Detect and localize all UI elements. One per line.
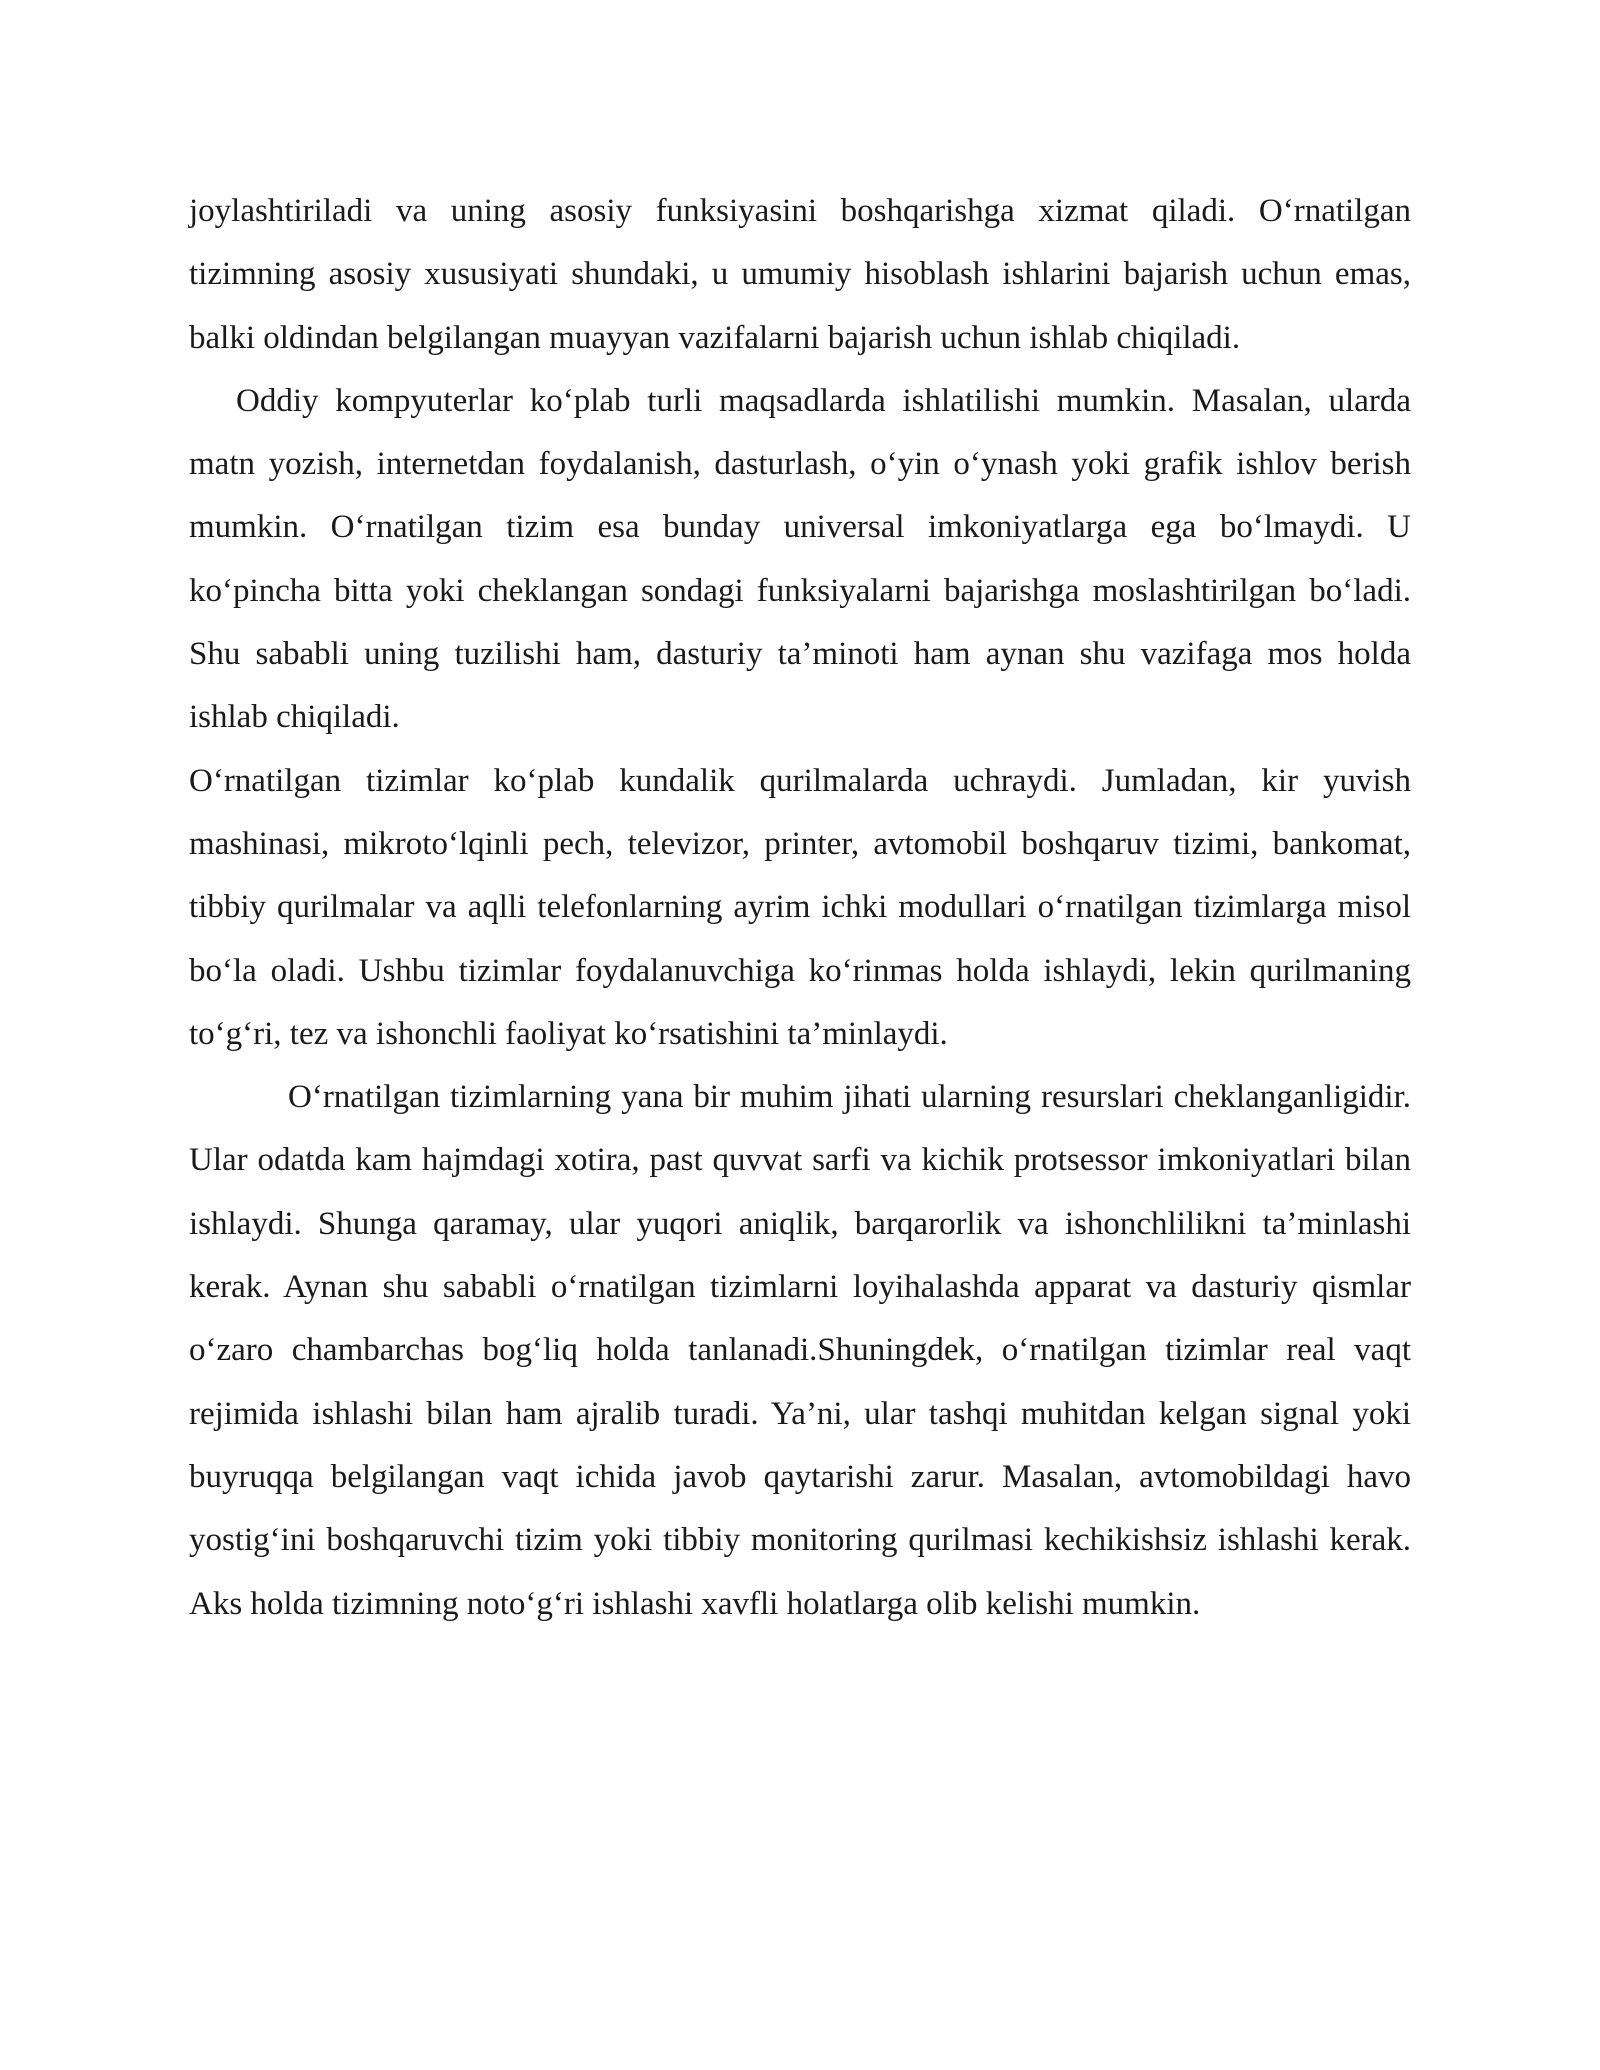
paragraph-limited-resources: O‘rnatilgan tizimlarning yana bir muhim jihati ularning resurslari cheklanganligidir. Ular odatda kam hajmdagi xotira, past quvvat sarfi va kichik protsessor imkoniyatlari bilan ishlaydi. Shunga qaramay, ular yuqori aniqlik, barqarorlik va ishonchlilikni ta’minlashi kerak. Aynan shu sababli o‘rnatilgan tizimlarni loyihalashda apparat va dasturiy qismlar o‘zaro chambarchas bog‘liq holda tanlanadi.Shuningdek, o‘rnatilgan tizimlar real vaqt rejimida ishlashi bilan ham ajralib turadi. Ya’ni, ular tashqi muhitdan kelgan signal yoki buyruqqa belgilangan vaqt ichida javob qaytarishi zarur. Masalan, avtomobildagi havo yostig‘ini boshqaruvchi tizim yoki tibbiy monitoring qurilmasi kechikishsiz ishlashi kerak. Aks holda tizimning noto‘g‘ri ishlashi xavfli holatlarga olib kelishi mumkin. [189, 1079, 1411, 1622]
document-body [189, 180, 1411, 1636]
paragraph-everyday-devices: O‘rnatilgan tizimlar ko‘plab kundalik qurilmalarda uchraydi. Jumladan, kir yuvish mashinasi, mikroto‘lqinli pech, televizor, printer, avtomobil boshqaruv tizimi, bankomat, tibbiy qurilmalar va aqlli telefonlarning ayrim ichki modullari o‘rnatilgan tizimlarga misol bo‘la oladi. Ushbu tizimlar foydalanuvchiga ko‘rinmas holda ishlaydi, lekin qurilmaning to‘g‘ri, tez va ishonchli faoliyat ko‘rsatishini ta’minlaydi. [189, 762, 1411, 1052]
paragraph-ordinary-computers: Oddiy kompyuterlar ko‘plab turli maqsadlarda ishlatilishi mumkin. Masalan, ularda matn yozish, internetdan foydalanish, dasturlash, o‘yin o‘ynash yoki grafik ishlov berish mumkin. O‘rnatilgan tizim esa bunday universal imkoniyatlarga ega bo‘lmaydi. U ko‘pincha bitta yoki cheklangan sondagi funksiyalarni bajarishga moslashtirilgan bo‘ladi. Shu sababli uning tuzilishi ham, dasturiy ta’minoti ham aynan shu vazifaga mos holda ishlab chiqiladi. [189, 382, 1411, 736]
paragraph-continuation: joylashtiriladi va uning asosiy funksiyasini boshqarishga xizmat qiladi. O‘rnatilgan tizimning asosiy xususiyati shundaki, u umumiy hisoblash ishlarini bajarish uchun emas, balki oldindan belgilangan muayyan vazifalarni bajarish uchun ishlab chiqiladi. [189, 193, 1411, 356]
